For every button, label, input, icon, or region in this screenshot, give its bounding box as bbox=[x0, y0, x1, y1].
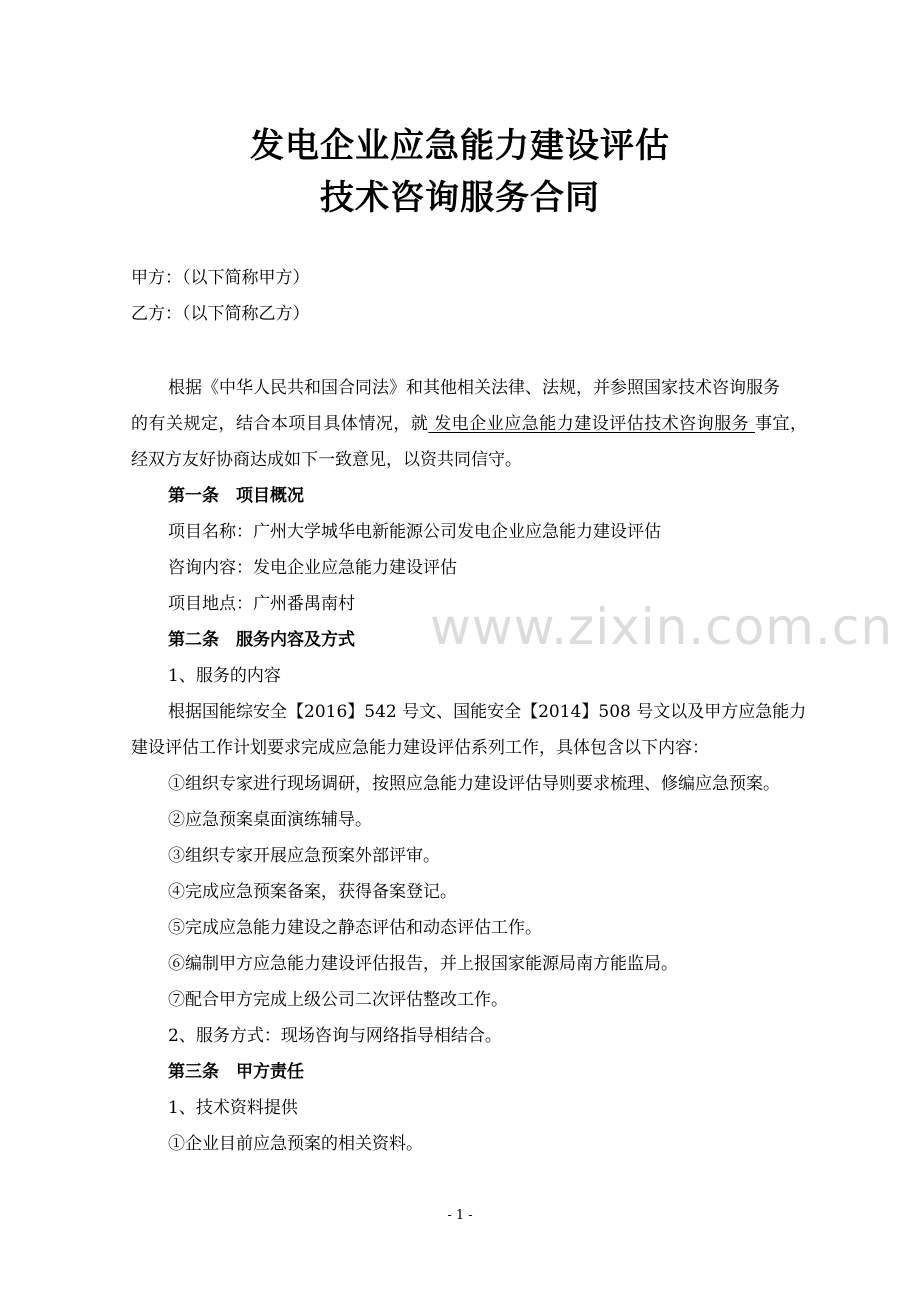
service-item-4: ④完成应急预案备案，获得备案登记。 bbox=[168, 882, 457, 902]
article-3-heading: 第三条 甲方责任 bbox=[168, 1062, 304, 1082]
project-location-line: 项目地点：广州番禺南村 bbox=[168, 594, 355, 614]
intro-line-2-suffix: 事宜， bbox=[755, 414, 808, 434]
intro-line-2-prefix: 的有关规定，结合本项目具体情况，就 bbox=[131, 414, 429, 434]
intro-line-1: 根据《中华人民共和国合同法》和其他相关法律、法规，并参照国家技术咨询服务 bbox=[168, 378, 780, 398]
technical-materials-subheading: 1、技术资料提供 bbox=[168, 1098, 298, 1118]
service-item-7: ⑦配合甲方完成上级公司二次评估整改工作。 bbox=[168, 990, 508, 1010]
document-title-line-1: 发电企业应急能力建设评估 bbox=[250, 126, 670, 166]
service-item-2: ②应急预案桌面演练辅导。 bbox=[168, 810, 372, 830]
service-item-3: ③组织专家开展应急预案外部评审。 bbox=[168, 846, 440, 866]
service-item-6: ⑥编制甲方应急能力建设评估报告，并上报国家能源局南方能监局。 bbox=[168, 954, 678, 974]
service-content-subheading: 1、服务的内容 bbox=[168, 666, 281, 686]
service-basis-line-2: 建设评估工作计划要求完成应急能力建设评估系列工作，具体包含以下内容： bbox=[131, 738, 709, 758]
intro-line-2 bbox=[131, 412, 807, 436]
intro-line-3: 经双方友好协商达成如下一致意见，以资共同信守。 bbox=[131, 450, 522, 470]
intro-service-name-underlined: 发电企业应急能力建设评估技术咨询服务 bbox=[428, 414, 756, 434]
party-a-line: 甲方：（以下简称甲方） bbox=[131, 268, 310, 288]
party-b-line: 乙方：（以下简称乙方） bbox=[131, 304, 310, 324]
service-method-line: 2、服务方式：现场咨询与网络指导相结合。 bbox=[168, 1026, 502, 1046]
article-1-heading: 第一条 项目概况 bbox=[168, 486, 304, 506]
service-basis-line-1: 根据国能综安全【2016】542 号文、国能安全【2014】508 号文以及甲方应急能力 bbox=[168, 702, 807, 722]
article-2-heading: 第二条 服务内容及方式 bbox=[168, 630, 355, 650]
project-name-line: 项目名称：广州大学城华电新能源公司发电企业应急能力建设评估 bbox=[168, 522, 661, 542]
service-item-1: ①组织专家进行现场调研，按照应急能力建设评估导则要求梳理、修编应急预案。 bbox=[168, 774, 780, 794]
technical-materials-item-1: ①企业目前应急预案的相关资料。 bbox=[168, 1134, 423, 1154]
service-item-5: ⑤完成应急能力建设之静态评估和动态评估工作。 bbox=[168, 918, 542, 938]
watermark: www.zixin.com.cn bbox=[430, 598, 894, 656]
document-title-line-2: 技术咨询服务合同 bbox=[320, 178, 600, 218]
consult-content-line: 咨询内容：发电企业应急能力建设评估 bbox=[168, 558, 457, 578]
page-number: - 1 - bbox=[447, 1208, 473, 1223]
